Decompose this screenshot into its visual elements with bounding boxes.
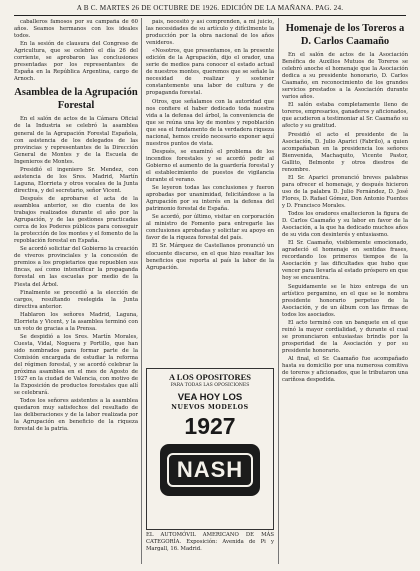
- paragraph: Hablaron los señores Madrid, Laguna, Elorrieta y Vicent, y la asamblea terminó con un voto de gracias a la Prensa.: [14, 311, 138, 332]
- paragraph: El acto terminó con un banquete en el que reinó la mayor cordialidad, y durante el cual se pronunciaron entusiastas brindis por la prosperidad de la Asociación y por su presidente honorario.: [282, 319, 408, 354]
- paragraph: Presidió el acto el presidente de la Asociación, D. Julio Aparici (Fabrilo), a quien acompañaban en la presidencia los señores Bienvenida, Machaquito, Vicente Pastor, Gallito, Belmonte y otros diestros de renombre.: [282, 131, 408, 173]
- paragraph: En el salón de actos de la Asociación Benéfica de Auxilios Mutuos de Toreros se celebró anoche el homenaje que la Asociación dedica a su presidente honorario, D. Carlos Caamaño, en reconocimiento de los grandes servicios prestados a la Asociación durante varios años.: [282, 52, 408, 101]
- paragraph: En la sesión de clausura del Congreso de Agricultura, que se celebró el día 26 del corriente, se aprobaron las conclusiones presentadas por los representantes de España en la República Argentina, cargo de Arnoch.: [14, 41, 138, 83]
- ad-headline: A LOS OPOSITORES: [168, 372, 252, 382]
- column-right: [282, 19, 408, 565]
- header-rule: [14, 15, 406, 16]
- article-heading-asamblea: Asamblea de la Agrupación Forestal: [14, 87, 138, 111]
- page-header: A B C. MARTES 26 DE OCTUBRE DE 1926. EDICIÓN DE LA MAÑANA. PAG. 24.: [76, 4, 344, 12]
- paragraph: El Sr. Caamaño, visiblemente emocionado, agradeció el homenaje en sentidas frases, recordando los primeros tiempos de la Asociación y las dificultades que hubo que vencer para llevarla al estado próspero en que hoy se encuentra.: [282, 240, 408, 282]
- paragraph: Todos los señores asistentes a la asamblea quedaron muy satisfechos del resultado de las deliberaciones y de la labor realizada por la Agrupación en beneficio de la riqueza forestal de la patria.: [14, 398, 138, 433]
- ad-year: 1927: [184, 413, 236, 439]
- paragraph: Presidió el ingeniero Sr. Mendez, con asistencia de los Sres. Madrid, Martín Laguna, Elorrieta y otros vocales de la Junta directiva, y del secretario, señor Vicent.: [14, 166, 138, 194]
- nash-logo-text: NASH: [167, 453, 253, 487]
- ad-subline: PARA TODAS LAS OPOSICIONES: [170, 383, 250, 388]
- column-divider: [141, 18, 142, 564]
- nash-advertisement: [146, 368, 274, 530]
- column-middle: [146, 19, 274, 363]
- nash-logo: [160, 444, 260, 496]
- paragraph: Finalmente se procedió a la elección de cargos, resultando reelegida la Junta directiva anterior.: [14, 289, 138, 310]
- article-heading-homenaje: Homenaje de los Toreros a D. Carlos Caamaño: [285, 23, 405, 47]
- paragraph: El Sr. Aparici pronunció breves palabras para ofrecer el homenaje, y después hicieron uso de la palabra D. Julio Fernández, D. José Flores, D. Rafael Gómez, Don Antonio Fuentes y D. Francisco Morales.: [282, 174, 408, 209]
- paragraph: «Nosotros, que presentamos, en la presente edición de la Agrupación, dijo el orador, una serie de medios para conocer el estado actual de nuestros montes, queremos que se señale la necesidad de realizar y sostener constantemente una labor de cultura y de propaganda forestal.: [146, 48, 274, 97]
- paragraph: Se leyeron todas las conclusiones y fueron aprobadas por unanimidad, felicitándose a la Agrupación por su interés en la defensa del patrimonio forestal de España.: [146, 185, 274, 213]
- ad-callout: VEA HOY LOS: [177, 392, 243, 403]
- paragraph: Seguidamente se le hizo entrega de un artístico pergamino, en el que se le nombra presidente honorario perpetuo de la Asociación, y de un álbum con las firmas de todos los asociados.: [282, 283, 408, 318]
- paragraph: Otros, que señalamos con la autoridad que nos confiere el haber dedicado toda nuestra vida a la defensa del árbol, la conveniencia de que se reúna una ley de montes y repoblación que sea el fundamento de la verdadera riqueza nacional, hemos creído necesario exponer aquí nuestros puntos de vista.: [146, 98, 274, 147]
- paragraph: En el salón de actos de la Cámara Oficial de la Industria se celebró la asamblea general de la Agrupación Forestal Española, con asistencia de los delegados de las provincias y representantes de la Dirección General de Montes y de la Escuela de Ingenieros de Montes.: [14, 116, 138, 165]
- paragraph: país, necesitó y así comprenden, a mi juicio, las necesidades de su artículo y difícilmente la producción por la obra nacional de los años venideros.: [146, 19, 274, 47]
- paragraph: Se acordó solicitar del Gobierno la creación de viveros provinciales y la concesión de premios a los propietarios que repueblen sus fincas, así como intensificar la propaganda forestal en las escuelas por medio de la Fiesta del Árbol.: [14, 246, 138, 288]
- paragraph: Después de aprobarse el acta de la asamblea anterior, se dio cuenta de los trabajos realizados durante el año por la Agrupación, y de las gestiones practicadas cerca de los Poderes públicos para conseguir la protección de los montes y el fomento de la repoblación forestal en España.: [14, 195, 138, 245]
- paragraph: Después, se examinó el problema de los incendios forestales y se acordó pedir al Gobierno el aumento de la guardería forestal y el establecimiento de puestos de vigilancia durante el verano.: [146, 148, 274, 184]
- paragraph: Se acordó, por último, visitar en corporación al ministro de Fomento para entregarle las conclusiones aprobadas y solicitar su apoyo en favor de la riqueza forestal del país.: [146, 214, 274, 242]
- paragraph: El Sr. Márquez de Castellanos pronunció un elocuente discurso, en el que hizo resaltar los beneficios que reporta al país la labor de la Agrupación.: [146, 243, 274, 271]
- paragraph: Todos los oradores enaltecieron la figura de D. Carlos Caamaño y su labor en favor de la Asociación, a la que ha dedicado muchos años de su vida con desinterés y entusiasmo.: [282, 211, 408, 239]
- ad-models: NUEVOS MODELOS: [171, 404, 249, 411]
- column-divider: [278, 18, 279, 564]
- paragraph: Se despidió a los Sres. Martín Morales, Cuesta, Vidal, Noguera y Portillo, que han sido nombrados para formar parte de la Comisión encargada de estudiar la reforma del régimen forestal, y se acordó celebrar la próxima asamblea en el mes de Agosto de 1927 en la ciudad de Valencia, con motivo de la Exposición de productos forestales que allí se celebrará.: [14, 333, 138, 397]
- paragraph: Al final, el Sr. Caamaño fue acompañado hasta su domicilio por una numerosa comitiva de toreros y aficionados, que le tributaron una cariñosa despedida.: [282, 355, 408, 384]
- column-left: [14, 19, 138, 565]
- paragraph: El salón estaba completamente lleno de toreros, empresarios, ganaderos y aficionados, que acudieron a testimoniar al Sr. Caamaño su afecto y su gratitud.: [282, 102, 408, 130]
- paragraph: caballeros famosos por su campaña de 60 años. Seamos hermanos con los ideales todos.: [14, 19, 138, 40]
- ad-footer-text: EL AUTOMÓVIL AMERICANO DE MÁS CATEGORÍA. Exposición: Avenida de Pi y Margall, 16. Madrid.: [146, 532, 274, 552]
